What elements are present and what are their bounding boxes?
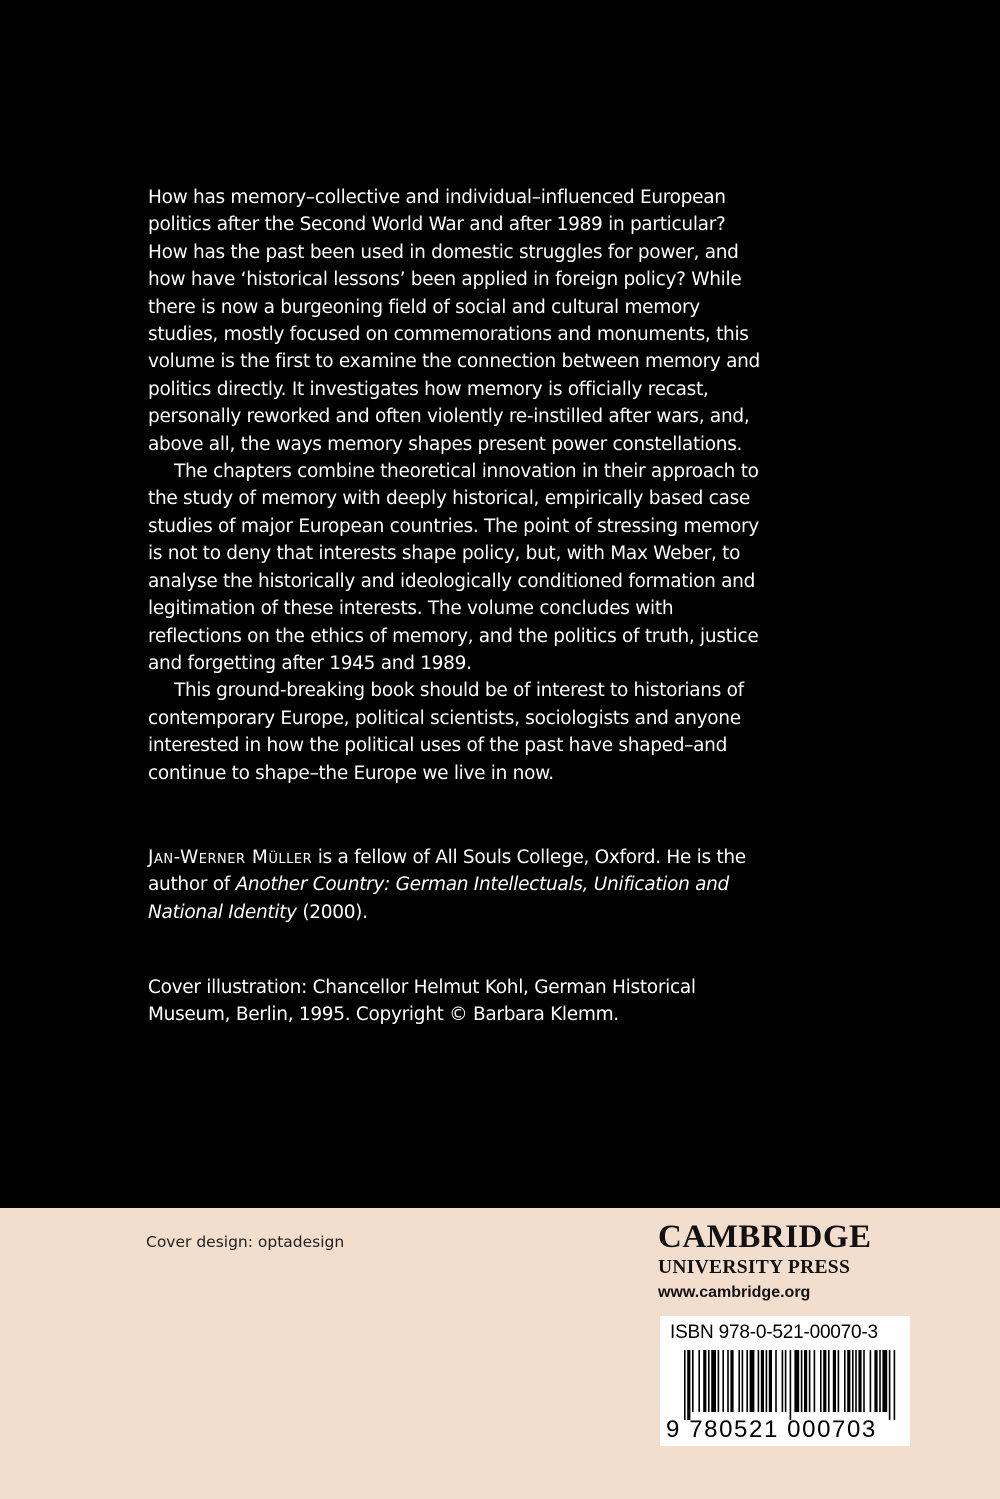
- author-bio-text: is a fellow of All Souls College, Oxford. He is the author of: [148, 847, 746, 896]
- author-book-title: Another Country: German Intellectuals, Unification and National Identity: [148, 874, 729, 923]
- author-bio: [148, 844, 768, 926]
- author-name: Jan-Werner Müller: [148, 847, 313, 868]
- publisher-logo: [658, 1218, 918, 1302]
- blurb-paragraph-1: How has memory–collective and individual–influenced European politics after the Second World War and after 1989 in particular? How has the past been used in domestic struggles for power, and how have ‘historical lessons’ been applied in foreign policy? While there is now a burgeoning field of social and cultural memory studies, mostly focused on commemorations and monuments, this volume is the first to examine the connection between memory and politics directly. It investigates how memory is officially recast, personally reworked and often violently re-instilled after wars, and, above all, the ways memory shapes present power constellations.: [148, 187, 761, 455]
- publisher-name: CAMBRIDGE: [658, 1219, 872, 1255]
- blurb-paragraph-2: The chapters combine theoretical innovation in their approach to the study of memory with deeply historical, empirically based case studies of major European countries. The point of stressing memory is not to deny that interests shape policy, but, with Max Weber, to analyse the historically and ideologically conditioned formation and legitimation of these interests. The volume concludes with reflections on the ethics of memory, and the politics of truth, justice and forgetting after 1945 and 1989.: [148, 461, 759, 674]
- cover-illustration-credit: Cover illustration: Chancellor Helmut Kohl, German Historical Museum, Berlin, 1995. Copyright © Barbara Klemm.: [148, 977, 696, 1026]
- isbn-label: ISBN 978-0-521-00070-3: [670, 1322, 878, 1343]
- book-blurb: [148, 184, 768, 787]
- cover-design-credit: Cover design: optadesign: [146, 1233, 345, 1251]
- publisher-url: www.cambridge.org: [658, 1284, 811, 1301]
- publisher-subtitle: UNIVERSITY PRESS: [658, 1257, 851, 1278]
- blurb-paragraph-3: This ground-breaking book should be of interest to historians of contemporary Europe, political scientists, sociologists and anyone interested in how the political uses of the past have shaped–and continue to shape–the Europe we live in now.: [148, 680, 744, 784]
- author-bio-year: (2000).: [296, 901, 368, 923]
- isbn-barcode-box: [660, 1316, 910, 1446]
- barcode-digits: 9 780521 000703: [666, 1416, 877, 1443]
